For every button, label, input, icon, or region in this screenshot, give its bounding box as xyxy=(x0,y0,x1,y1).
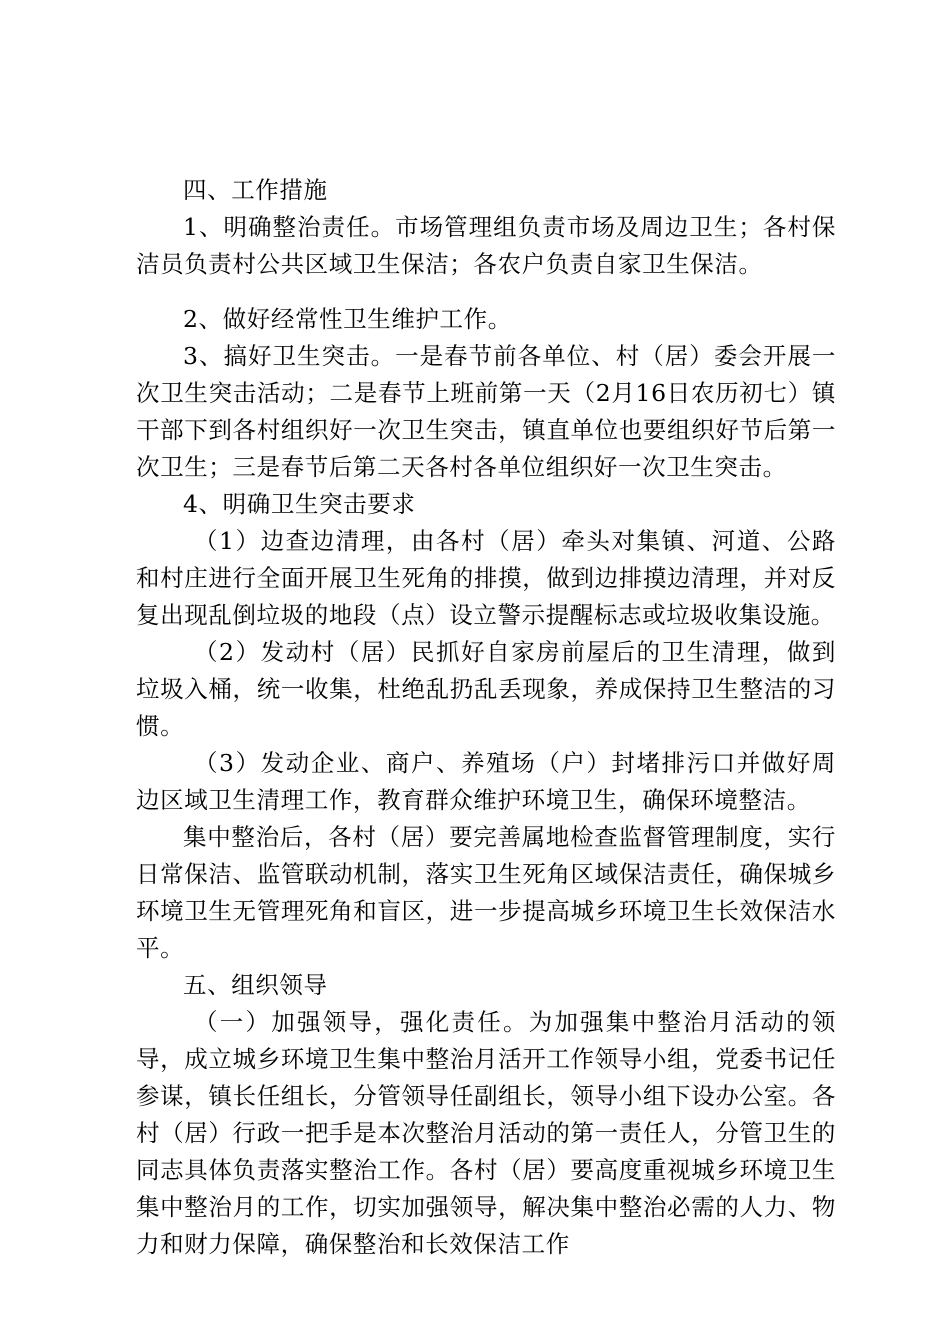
section-heading-work-measures: 四、工作措施 xyxy=(183,176,328,204)
list-item-requirement-2: （2）发动村（居）民抓好自家房前屋后的卫生清理，做到垃圾入桶，统一收集，杜绝乱扔乱丢现象，养成保持卫生整洁的习惯。 xyxy=(136,638,836,740)
paragraph-sanitation-campaign: 3、搞好卫生突击。一是春节前各单位、村（居）委会开展一次卫生突击活动；二是春节上班前第一天（2月16日农历初七）镇干部下到各村组织好一次卫生突击，镇直单位也要组织好节后第一次卫生；三是春节后第二天各村各单位组织好一次卫生突击。 xyxy=(136,342,836,481)
paragraph-strengthen-leadership: （一）加强领导，强化责任。为加强集中整治月活动的领导，成立城乡环境卫生集中整治月活开工作领导小组，党委书记任参谋，镇长任组长，分管领导任副组长，领导小组下设办公室。各村（居）行政一把手是本次整治月活动的第一责任人，分管卫生的同志具体负责落实整治工作。各村（居）要高度重视城乡环境卫生集中整治月的工作，切实加强领导，解决集中整治必需的人力、物力和财力保障，确保整治和长效保洁工作 xyxy=(136,1008,836,1258)
section-heading-organization-leadership: 五、组织领导 xyxy=(183,971,328,999)
paragraph-after-rectification: 集中整治后，各村（居）要完善属地检查监督管理制度，实行日常保洁、监管联动机制，落实卫生死角区域保洁责任，确保城乡环境卫生无管理死角和盲区，进一步提高城乡环境卫生长效保洁水平。 xyxy=(136,823,836,962)
document-page xyxy=(136,172,836,1263)
paragraph-gap xyxy=(136,283,836,301)
paragraph-campaign-requirements: 4、明确卫生突击要求 xyxy=(183,490,416,518)
list-item-requirement-3: （3）发动企业、商户、养殖场（户）封堵排污口并做好周边区域卫生清理工作，教育群众维护环境卫生，确保环境整洁。 xyxy=(136,749,836,814)
paragraph-routine-maintenance: 2、做好经常性卫生维护工作。 xyxy=(183,305,512,333)
paragraph-clarify-responsibility: 1、明确整治责任。市场管理组负责市场及周边卫生；各村保洁员负责村公共区域卫生保洁；各农户负责自家卫生保洁。 xyxy=(136,213,836,278)
list-item-requirement-1: （1）边查边清理，由各村（居）牵头对集镇、河道、公路和村庄进行全面开展卫生死角的排摸，做到边排摸边清理，并对反复出现乱倒垃圾的地段（点）设立警示提醒标志或垃圾收集设施。 xyxy=(136,527,836,629)
